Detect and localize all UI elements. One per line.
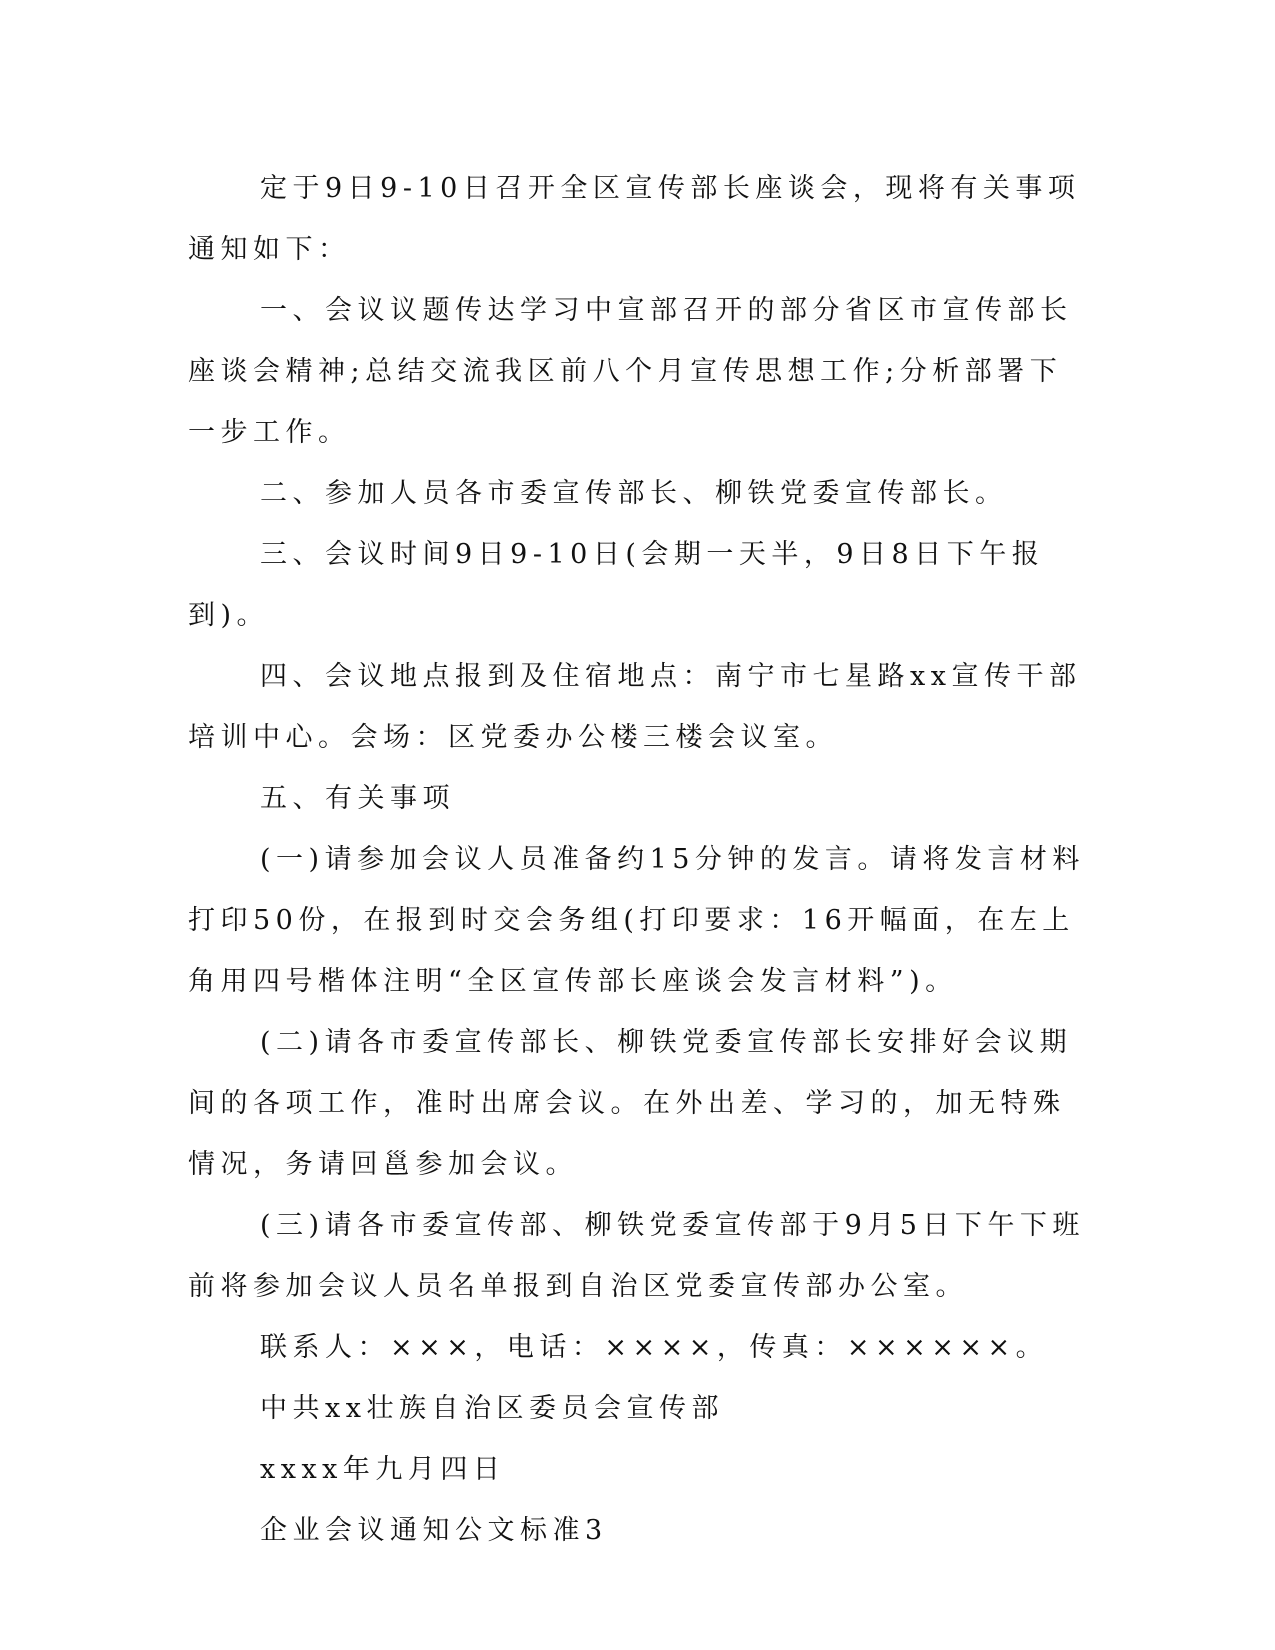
issuer-signature: 中共xx壮族自治区委员会宣传部 [260, 1393, 724, 1424]
contact-paragraph: 联系人：×××，电话：××××，传真：××××××。 [260, 1332, 1049, 1363]
intro-paragraph: 定于9日9-10日召开全区宣传部长座谈会，现将有关事项通知如下： [188, 173, 1081, 265]
attendees-paragraph: 二、参加人员各市委宣传部长、柳铁党委宣传部长。 [260, 478, 1008, 509]
matter-one-paragraph: (一)请参加会议人员准备约15分钟的发言。请将发言材料打印50份，在报到时交会务组(打印要求：16开幅面，在左上角用四号楷体注明“全区宣传部长座谈会发言材料”)。 [188, 844, 1085, 997]
related-matters-heading: 五、有关事项 [260, 783, 455, 814]
meeting-time-paragraph: 三、会议时间9日9-10日(会期一天半，9日8日下午报到)。 [188, 539, 1045, 631]
matter-three-paragraph: (三)请各市委宣传部、柳铁党委宣传部于9月5日下午下班前将参加会议人员名单报到自治区党委宣传部办公室。 [188, 1210, 1085, 1302]
issue-date: xxxx年九月四日 [260, 1454, 506, 1485]
agenda-paragraph: 一、会议议题传达学习中宣部召开的部分省区市宣传部长座谈会精神;总结交流我区前八个月宣传思想工作;分析部署下一步工作。 [188, 295, 1073, 448]
matter-two-paragraph: (二)请各市委宣传部长、柳铁党委宣传部长安排好会议期间的各项工作，准时出席会议。在外出差、学习的，加无特殊情况，务请回邕参加会议。 [188, 1027, 1073, 1180]
document-body [188, 158, 1088, 1561]
next-section-title: 企业会议通知公文标准3 [260, 1515, 608, 1546]
meeting-location-paragraph: 四、会议地点报到及住宿地点：南宁市七星路xx宣传干部培训中心。会场：区党委办公楼三楼会议室。 [188, 661, 1082, 753]
